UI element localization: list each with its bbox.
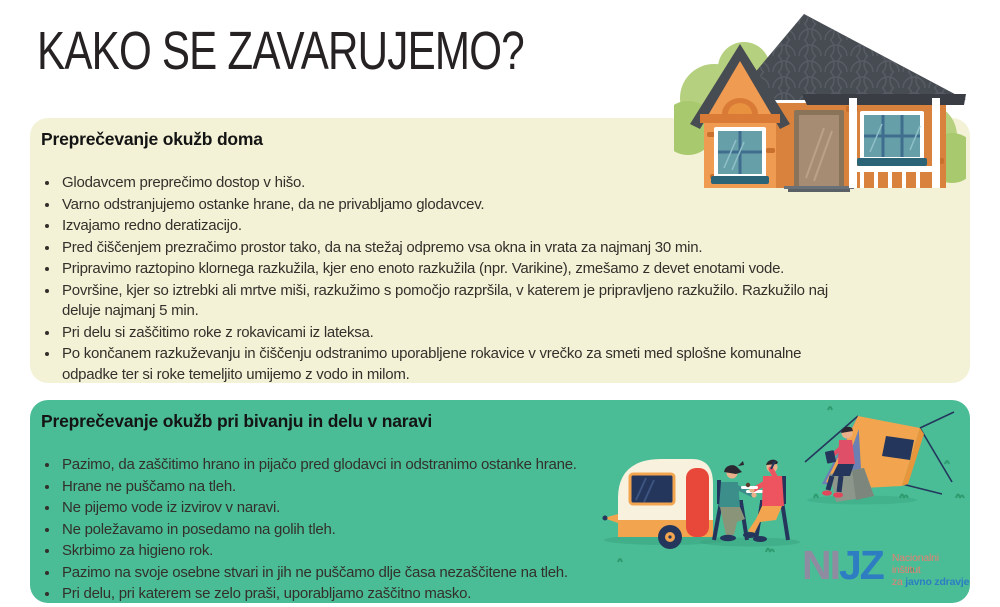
- people-eating-icon: [714, 460, 788, 542]
- panel-nature-prevention: [30, 400, 970, 603]
- nijz-tagline-line1: Nacionalni inštitut: [891, 552, 939, 576]
- bullet-item: • Ne poležavamo in posedamo na golih tleh.: [60, 519, 625, 541]
- door-icon: [784, 110, 854, 192]
- bullet-item: • Glodavcem preprečimo dostop v hišo.: [60, 172, 835, 194]
- bullet-item: • Ne pijemo vode iz izvirov v naravi.: [60, 497, 625, 519]
- caravan-icon: [603, 459, 714, 549]
- panel-nature-bullet-list: [41, 454, 625, 605]
- bullet-item: • Pri delu, pri katerem se zelo praši, uporabljamo zaščitno masko.: [60, 583, 625, 605]
- panel-home-heading: Preprečevanje okužb doma: [41, 129, 263, 149]
- nijz-logo: [802, 542, 970, 588]
- bullet-item: • Skrbimo za higieno rok.: [60, 540, 625, 562]
- bullet-item: • Pripravimo raztopino klornega razkužila, kjer eno enoto razkužila (npr. Varikine), zmešamo z devet enotami vode.: [60, 258, 835, 280]
- nijz-tagline-javno-zdravje: javno zdravje: [905, 576, 970, 588]
- bullet-item: • Pred čiščenjem prezračimo prostor tako, da na stežaj odpremo vsa okna in vrata za najmanj 30 min.: [60, 237, 835, 259]
- bullet-item: • Varno odstranjujemo ostanke hrane, da ne privabljamo glodavcev.: [60, 194, 835, 216]
- panel-nature-heading: Preprečevanje okužb pri bivanju in delu v naravi: [41, 411, 433, 431]
- panel-home-bullet-list: [41, 172, 835, 385]
- house-illustration-icon: [674, 8, 966, 192]
- page-title: KAKO SE ZAVARUJEMO?: [37, 21, 524, 81]
- bullet-item: • Pazimo na svoje osebne stvari in jih ne puščamo dlje časa nezaščitene na tleh.: [60, 562, 625, 584]
- nijz-tagline-line2: [892, 576, 970, 588]
- bullet-item: • Pri delu si zaščitimo roke z rokavicami iz lateksa.: [60, 322, 835, 344]
- nijz-jz-text: JZ: [839, 542, 883, 588]
- window-icon: [711, 127, 769, 184]
- bullet-item: • Izvajamo redno deratizacijo.: [60, 215, 835, 237]
- nijz-logo-letters: [802, 542, 883, 588]
- nijz-ni-text: NI: [802, 542, 839, 588]
- nijz-tagline: [892, 546, 970, 588]
- bullet-item: • Po končanem razkuževanju in čiščenju odstranimo uporabljene rokavice v vrečko za smeti med splošne komunalne odpadke ter si roke temeljito umijemo z vodo in milom.: [60, 343, 835, 385]
- bullet-item: • Hrane ne puščamo na tleh.: [60, 476, 625, 498]
- bullet-item: • Površine, kjer so iztrebki ali mrtve miši, razkužimo s pomočjo razpršila, v katerem je pripravljeno razkužilo. Razkužilo naj deluje najmanj 5 min.: [60, 280, 835, 322]
- nijz-tagline-za: za: [891, 576, 906, 588]
- bullet-item: • Pazimo, da zaščitimo hrano in pijačo pred glodavci in odstranimo ostanke hrane.: [60, 454, 625, 476]
